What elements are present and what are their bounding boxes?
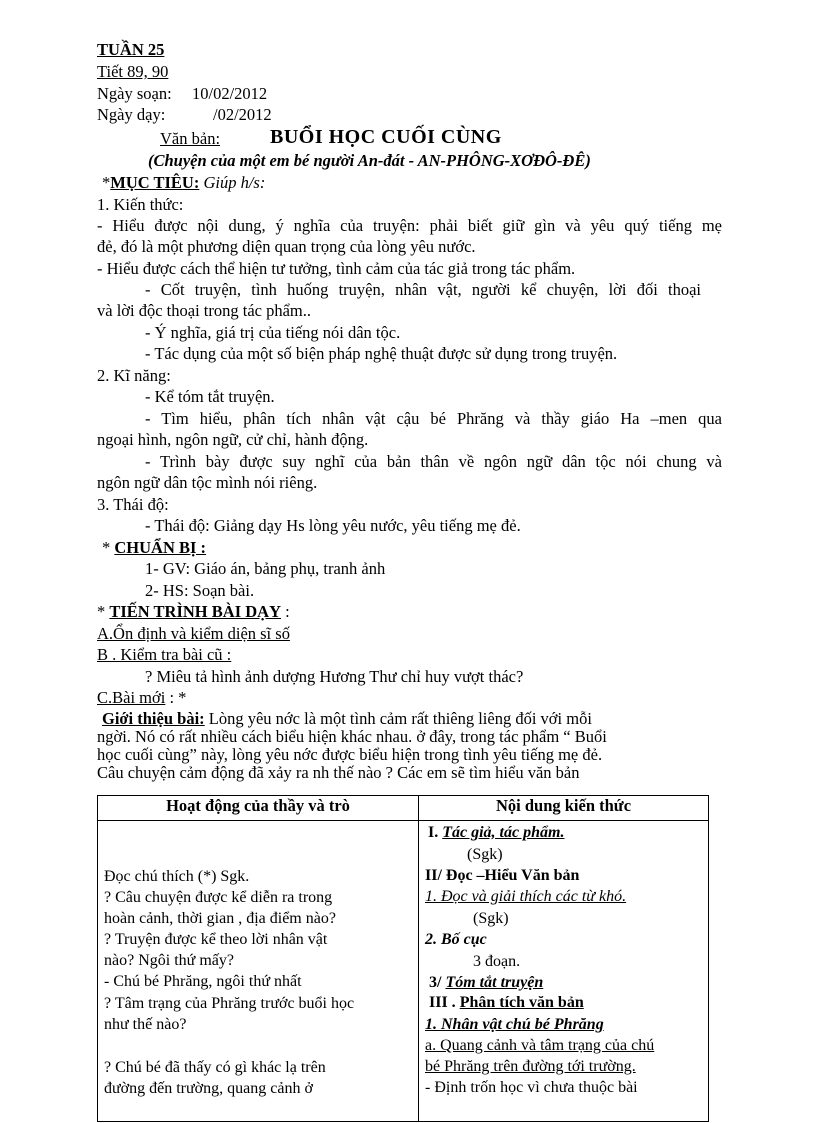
lesson-title: BUỔI HỌC CUỐI CÙNG xyxy=(270,126,502,148)
skills-item: - Tìm hiểu, phân tích nhân vật cậu bé Phrăng và thầy giáo Ha –men qua xyxy=(145,409,722,428)
knowledge-item: - Cốt truyện, tình huống truyện, nhân vật, người kể chuyện, lời đối thoại xyxy=(145,280,701,299)
attitude-heading: 3. Thái độ: xyxy=(97,495,169,514)
knowledge-item: - Ý nghĩa, giá trị của tiếng nói dân tộc. xyxy=(145,323,401,342)
activity-line: như thế nào? xyxy=(104,1016,187,1033)
intro-line: ngời. Nó có rất nhiều cách biểu hiện khác nhau. ở đây, trong tác phẩm “ Buổi xyxy=(97,727,607,746)
period-label: Tiết 89, 90 xyxy=(97,62,169,81)
step-c: C.Bài mới : * xyxy=(97,688,187,707)
content-line: 1. Đọc và giải thích các từ khó. xyxy=(425,888,627,905)
activity-line: đường đến trường, quang cảnh ở xyxy=(104,1080,313,1097)
skills-heading: 2. Kĩ năng: xyxy=(97,366,171,385)
lesson-table xyxy=(97,795,709,1122)
intro-line: Câu chuyện cảm động đã xảy ra nh thế nào ? Các em sẽ tìm hiểu văn bản xyxy=(97,763,580,782)
content-section-2: II/ Đọc –Hiểu Văn bản xyxy=(425,867,580,884)
table-header-row xyxy=(98,796,709,821)
content-line: (Sgk) xyxy=(473,910,509,927)
step-a: A.Ổn định và kiểm diện sĩ số xyxy=(97,624,290,643)
column-header-content: Nội dung kiến thức xyxy=(419,796,709,821)
week-heading: TUẦN 25 xyxy=(97,40,165,59)
knowledge-item: đẻ, đó là một phương diện quan trọng của lòng yêu nước. xyxy=(97,237,476,256)
intro-line: học cuối cùng” này, lòng yêu nớc được biểu hiện trong tình yêu tiếng mẹ đẻ. xyxy=(97,745,603,764)
attitude-item: - Thái độ: Giảng dạy Hs lòng yêu nước, yêu tiếng mẹ đẻ. xyxy=(145,516,521,535)
table-row xyxy=(98,821,709,1122)
preparation-heading: * CHUẨN BỊ : xyxy=(102,538,207,557)
content-line: 3 đoạn. xyxy=(473,953,521,970)
step-b: B . Kiểm tra bài cũ : xyxy=(97,645,232,664)
teach-date: /02/2012 xyxy=(213,105,272,124)
activity-line: Đọc chú thích (*) Sgk. xyxy=(104,868,250,885)
procedure-heading: * TIẾN TRÌNH BÀI DẠY : xyxy=(97,602,290,621)
preparation-teacher: 1- GV: Giáo án, bảng phụ, tranh ảnh xyxy=(145,559,386,578)
intro-line: Giới thiệu bài: Lòng yêu nớc là một tình cảm rất thiêng liêng đối với mỗi xyxy=(102,709,592,728)
lesson-subtitle: (Chuyện của một em bé người An-đát - AN-PHÔNG-XƠĐÔ-ĐÊ) xyxy=(148,151,591,170)
knowledge-item: - Hiểu được nội dung, ý nghĩa của truyện: phải biết giữ gìn và yêu quý tiếng mẹ xyxy=(97,216,722,235)
content-section-3: III . Phân tích văn bản xyxy=(429,994,584,1011)
skills-item: ngôn ngữ dân tộc mình nói riêng. xyxy=(97,473,318,492)
prep-date-label: Ngày soạn: xyxy=(97,84,172,103)
content-line: - Định trốn học vì chưa thuộc bài xyxy=(425,1079,638,1096)
content-line: bé Phrăng trên đường tới trường. xyxy=(425,1058,636,1075)
text-type-label: Văn bản: xyxy=(160,129,221,148)
content-line: (Sgk) xyxy=(467,846,503,863)
content-line: 2. Bố cục xyxy=(425,931,487,948)
content-cell xyxy=(419,821,709,1122)
skills-item: ngoại hình, ngôn ngữ, cử chỉ, hành động. xyxy=(97,430,369,449)
teach-date-label: Ngày dạy: xyxy=(97,105,166,124)
prep-date: 10/02/2012 xyxy=(192,84,268,103)
preparation-student: 2- HS: Soạn bài. xyxy=(145,581,255,600)
activity-line: hoàn cảnh, thời gian , địa điểm nào? xyxy=(104,910,336,927)
activities-cell xyxy=(98,821,419,1122)
step-b-question: ? Miêu tả hình ảnh dượng Hương Thư chỉ huy vượt thác? xyxy=(145,667,524,686)
activity-line: ? Chú bé đã thấy có gì khác lạ trên xyxy=(104,1059,326,1076)
content-section-1: I. Tác giả, tác phẩm. xyxy=(428,824,565,841)
knowledge-item: - Hiểu được cách thể hiện tư tưởng, tình cảm của tác giả trong tác phẩm. xyxy=(97,259,576,278)
content-line: a. Quang cảnh và tâm trạng của chú xyxy=(425,1037,655,1054)
knowledge-item: - Tác dụng của một số biện pháp nghệ thuật được sử dụng trong truyện. xyxy=(145,344,618,363)
activity-line: ? Tâm trạng của Phrăng trước buổi học xyxy=(104,995,355,1012)
column-header-activities: Hoạt động của thầy và trò xyxy=(98,796,419,821)
content-line: 3/ Tóm tắt truyện xyxy=(429,974,544,991)
skills-item: - Kể tóm tắt truyện. xyxy=(145,387,275,406)
activity-line: ? Truyện được kể theo lời nhân vật xyxy=(104,931,328,948)
activity-line: nào? Ngôi thứ mấy? xyxy=(104,952,234,969)
skills-item: - Trình bày được suy nghĩ của bản thân về ngôn ngữ dân tộc nói chung và xyxy=(145,452,722,471)
activity-line: ? Câu chuyện được kể diễn ra trong xyxy=(104,889,333,906)
knowledge-heading: 1. Kiến thức: xyxy=(97,195,184,214)
content-line: 1. Nhân vật chú bé Phrăng xyxy=(425,1016,604,1033)
activity-line: - Chú bé Phrăng, ngôi thứ nhất xyxy=(104,973,302,990)
knowledge-item: và lời độc thoại trong tác phẩm.. xyxy=(97,301,312,320)
objectives-heading: *MỤC TIÊU: Giúp h/s: xyxy=(102,173,266,192)
